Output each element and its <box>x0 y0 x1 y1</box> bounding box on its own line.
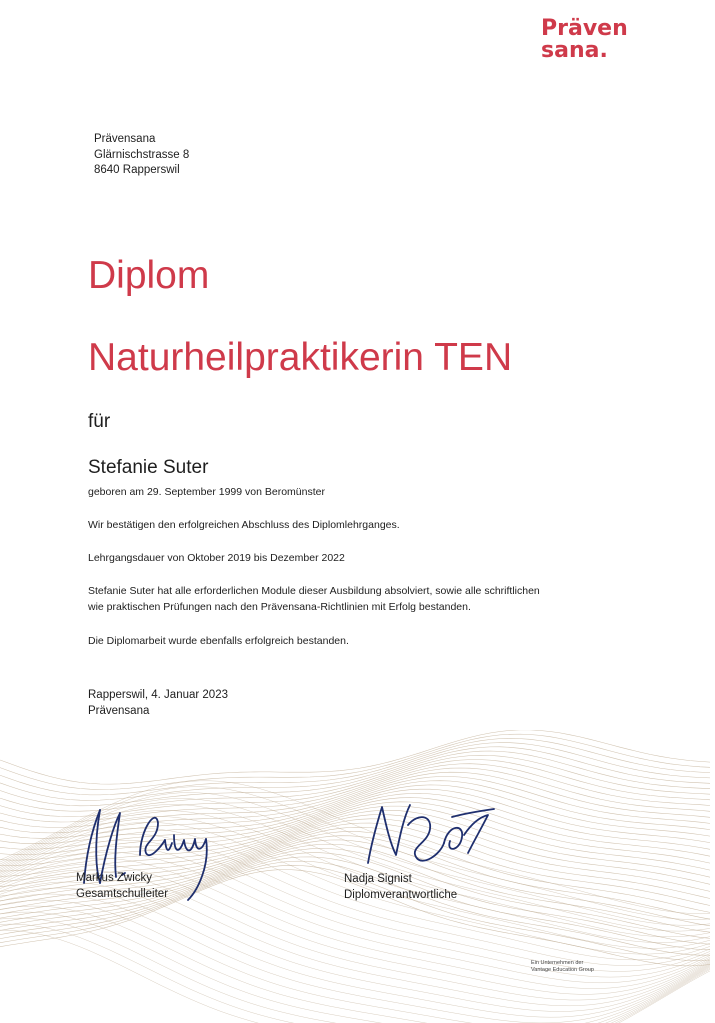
wave-line <box>0 900 710 1023</box>
signer-1-role: Gesamtschulleiter <box>76 888 169 900</box>
signer-2-role: Diplomverantwortliche <box>344 889 458 901</box>
paragraph-thesis: Die Diplomarbeit wurde ebenfalls erfolgreich bestanden. <box>88 635 349 647</box>
recipient-birth: geboren am 29. September 1999 von Beromünster <box>88 486 325 498</box>
paragraph-completion: Wir bestätigen den erfolgreichen Abschluss des Diplomlehrganges. <box>88 519 400 531</box>
signature-block-2 <box>344 871 457 903</box>
signer-2-name: Nadja Signist <box>344 873 412 885</box>
for-label: für <box>88 411 111 432</box>
address-name: Prävensana <box>94 133 156 145</box>
wave-line <box>0 743 710 801</box>
paragraph-duration: Lehrgangsdauer von Oktober 2019 bis Dezember 2022 <box>88 552 345 564</box>
footer-line-2: Vantage Education Group <box>531 967 594 973</box>
place-date-line: Rapperswil, 4. Januar 2023 <box>88 689 228 701</box>
parent-company-note <box>531 960 594 974</box>
brand-logo <box>541 18 651 62</box>
place-date <box>88 687 228 719</box>
logo-line-2: sana. <box>541 38 608 63</box>
signer-1-name: Markus Zwicky <box>76 872 153 884</box>
address-city: 8640 Rapperswil <box>94 164 180 176</box>
address-street: Glärnischstrasse 8 <box>94 148 190 161</box>
sender-address <box>94 132 189 179</box>
place-org: Prävensana <box>88 705 150 717</box>
diploma-title: Diplom <box>88 254 210 297</box>
recipient-name: Stefanie Suter <box>88 457 209 478</box>
paragraph-modules-line-1: Stefanie Suter hat alle erforderlichen Module dieser Ausbildung absolviert, sowie alle schriftlichen <box>88 585 540 597</box>
logo-line-1: Präven <box>541 16 628 41</box>
signature-block-1 <box>76 870 168 902</box>
paragraph-modules-line-2: wie praktischen Prüfungen nach den Prävensana-Richtlinien mit Erfolg bestanden. <box>88 601 471 613</box>
diploma-subtitle: Naturheilpraktikerin TEN <box>88 336 513 379</box>
footer-line-1: Ein Unternehmen der <box>531 960 584 966</box>
wave-line <box>0 738 710 795</box>
